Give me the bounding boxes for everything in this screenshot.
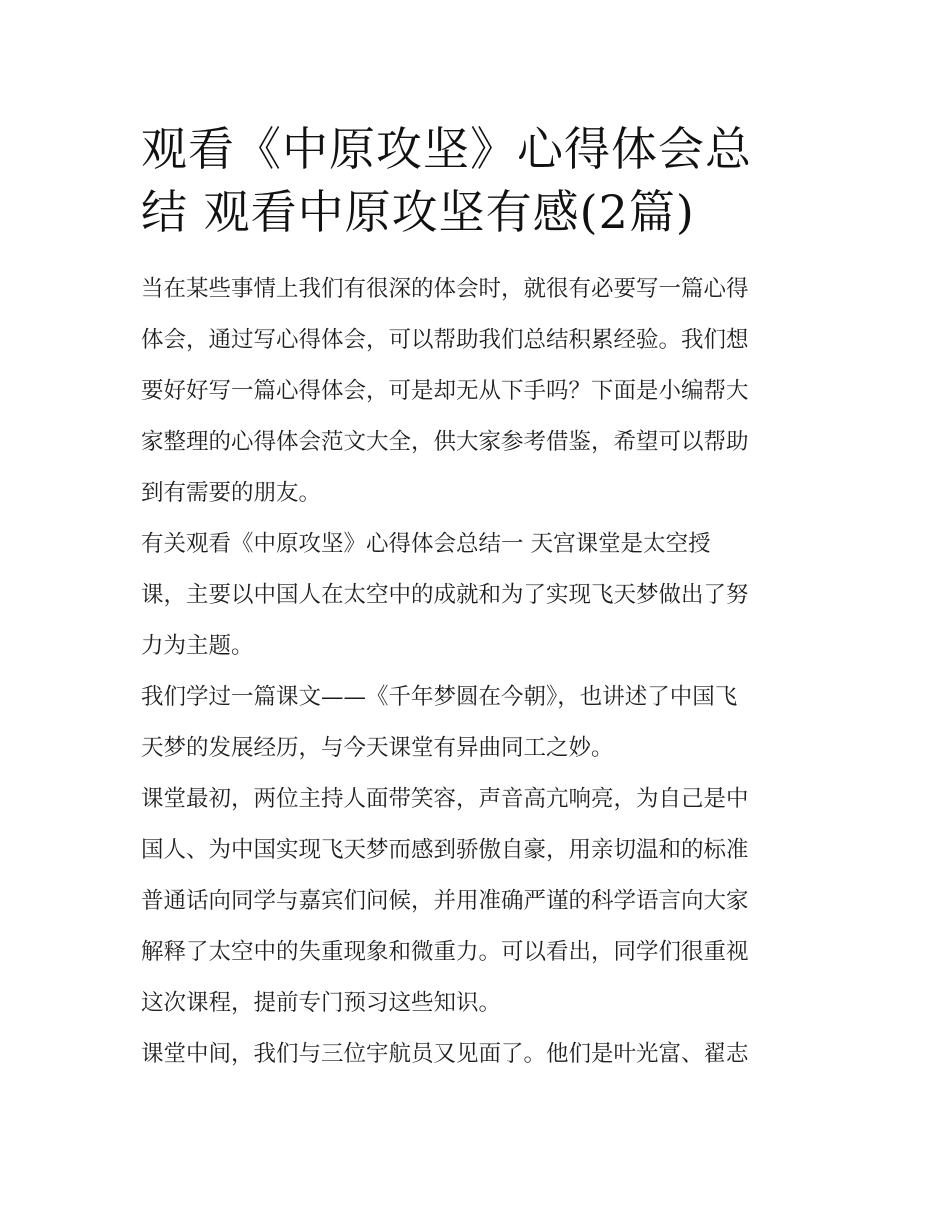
document-title <box>141 118 813 244</box>
text-line: 普通话向同学与嘉宾们问候，并用准确严谨的科学语言向大家 <box>141 888 749 914</box>
paragraph-class-middle <box>141 1029 813 1080</box>
paragraph-section-one <box>141 519 813 672</box>
text-line: 力为主题。 <box>141 633 254 659</box>
text-line: 要好好写一篇心得体会，可是却无从下手吗？下面是小编帮大 <box>141 378 749 404</box>
text-line: 到有需要的朋友。 <box>141 480 322 506</box>
paragraph-lesson-text <box>141 672 813 774</box>
text-line: 课，主要以中国人在太空中的成就和为了实现飞天梦做出了努 <box>141 582 749 608</box>
title-line: 结 观看中原攻坚有感(2篇) <box>141 185 695 239</box>
text-line: 解释了太空中的失重现象和微重力。可以看出，同学们很重视 <box>141 939 749 965</box>
text-line: 家整理的心得体会范文大全，供大家参考借鉴，希望可以帮助 <box>141 429 749 455</box>
text-line: 这次课程，提前专门预习这些知识。 <box>141 990 502 1016</box>
paragraph-class-beginning <box>141 774 813 1029</box>
text-line: 体会，通过写心得体会，可以帮助我们总结积累经验。我们想 <box>141 327 749 353</box>
text-line: 天梦的发展经历，与今天课堂有异曲同工之妙。 <box>141 735 614 761</box>
document-page <box>141 118 813 1080</box>
text-line: 国人、为中国实现飞天梦而感到骄傲自豪，用亲切温和的标准 <box>141 837 749 863</box>
text-line: 课堂中间，我们与三位宇航员又见面了。他们是叶光富、翟志 <box>141 1041 749 1067</box>
paragraph-intro <box>141 264 813 519</box>
document-body <box>141 264 813 1080</box>
text-line: 当在某些事情上我们有很深的体会时，就很有必要写一篇心得 <box>141 276 749 302</box>
text-line: 有关观看《中原攻坚》心得体会总结一 天宫课堂是太空授 <box>141 531 711 557</box>
text-line: 课堂最初，两位主持人面带笑容，声音高亢响亮，为自己是中 <box>141 786 749 812</box>
text-line: 我们学过一篇课文——《千年梦圆在今朝》，也讲述了中国飞 <box>141 684 738 710</box>
title-line: 观看《中原攻坚》心得体会总 <box>141 122 752 176</box>
